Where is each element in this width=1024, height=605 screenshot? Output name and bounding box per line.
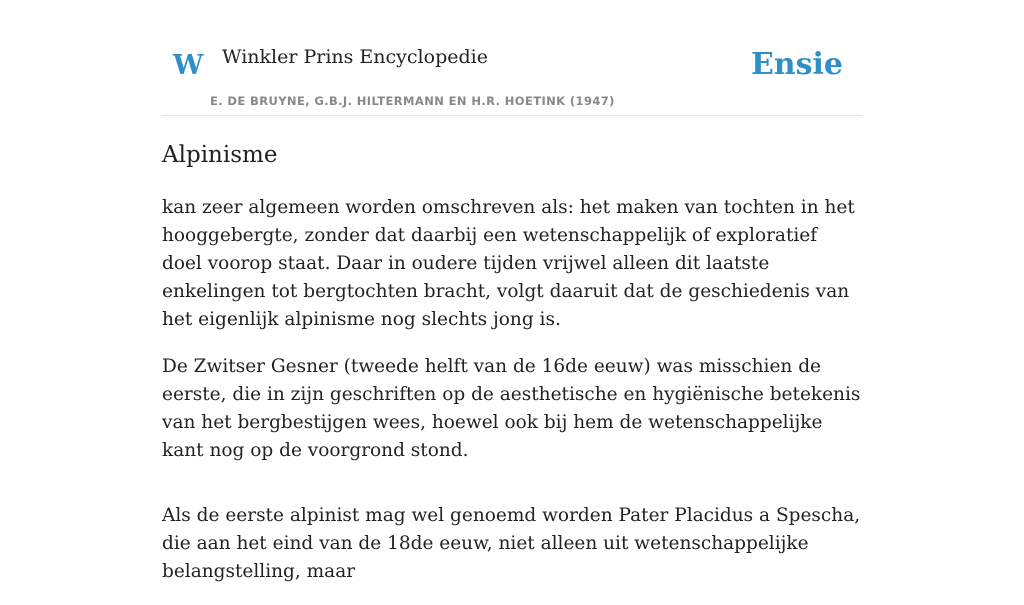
article-paragraph: De Zwitser Gesner (tweede helft van de 16de eeuw) was misschien de eerste, die in zijn geschriften op de aesthetische en hygiënische betekenis van het bergbestijgen wees, hoewel ook bij hem de wetenschappelijke kant nog op de voorgrond stond. — [162, 355, 861, 461]
article — [162, 142, 862, 586]
header — [162, 0, 862, 116]
publication-title[interactable]: Winkler Prins Encyclopedie — [222, 46, 488, 68]
article-paragraph: kan zeer algemeen worden omschreven als: het maken van tochten in het hooggebergte, zonder dat daarbij een wetenschappelijk of exploratief doel voorop staat. Daar in oudere tijden vrijwel alleen dit laatste enkelingen tot bergtochten bracht, volgt daaruit dat de geschiedenis van het eigenlijk alpinisme nog slechts jong is. — [162, 196, 855, 330]
article-title: Alpinisme — [162, 142, 278, 168]
publication-authors: E. DE BRUYNE, G.B.J. HILTERMANN EN H.R. HOETINK (1947) — [210, 94, 615, 108]
page — [162, 0, 862, 605]
brand-logo[interactable]: Ensie — [750, 47, 843, 82]
article-paragraph: Als de eerste alpinist mag wel genoemd worden Pater Placidus a Spescha, die aan het eind van de 18de eeuw, niet alleen uit wetenschappelijke belangstelling, maar — [162, 504, 861, 582]
publication-logo[interactable]: W — [173, 50, 204, 81]
